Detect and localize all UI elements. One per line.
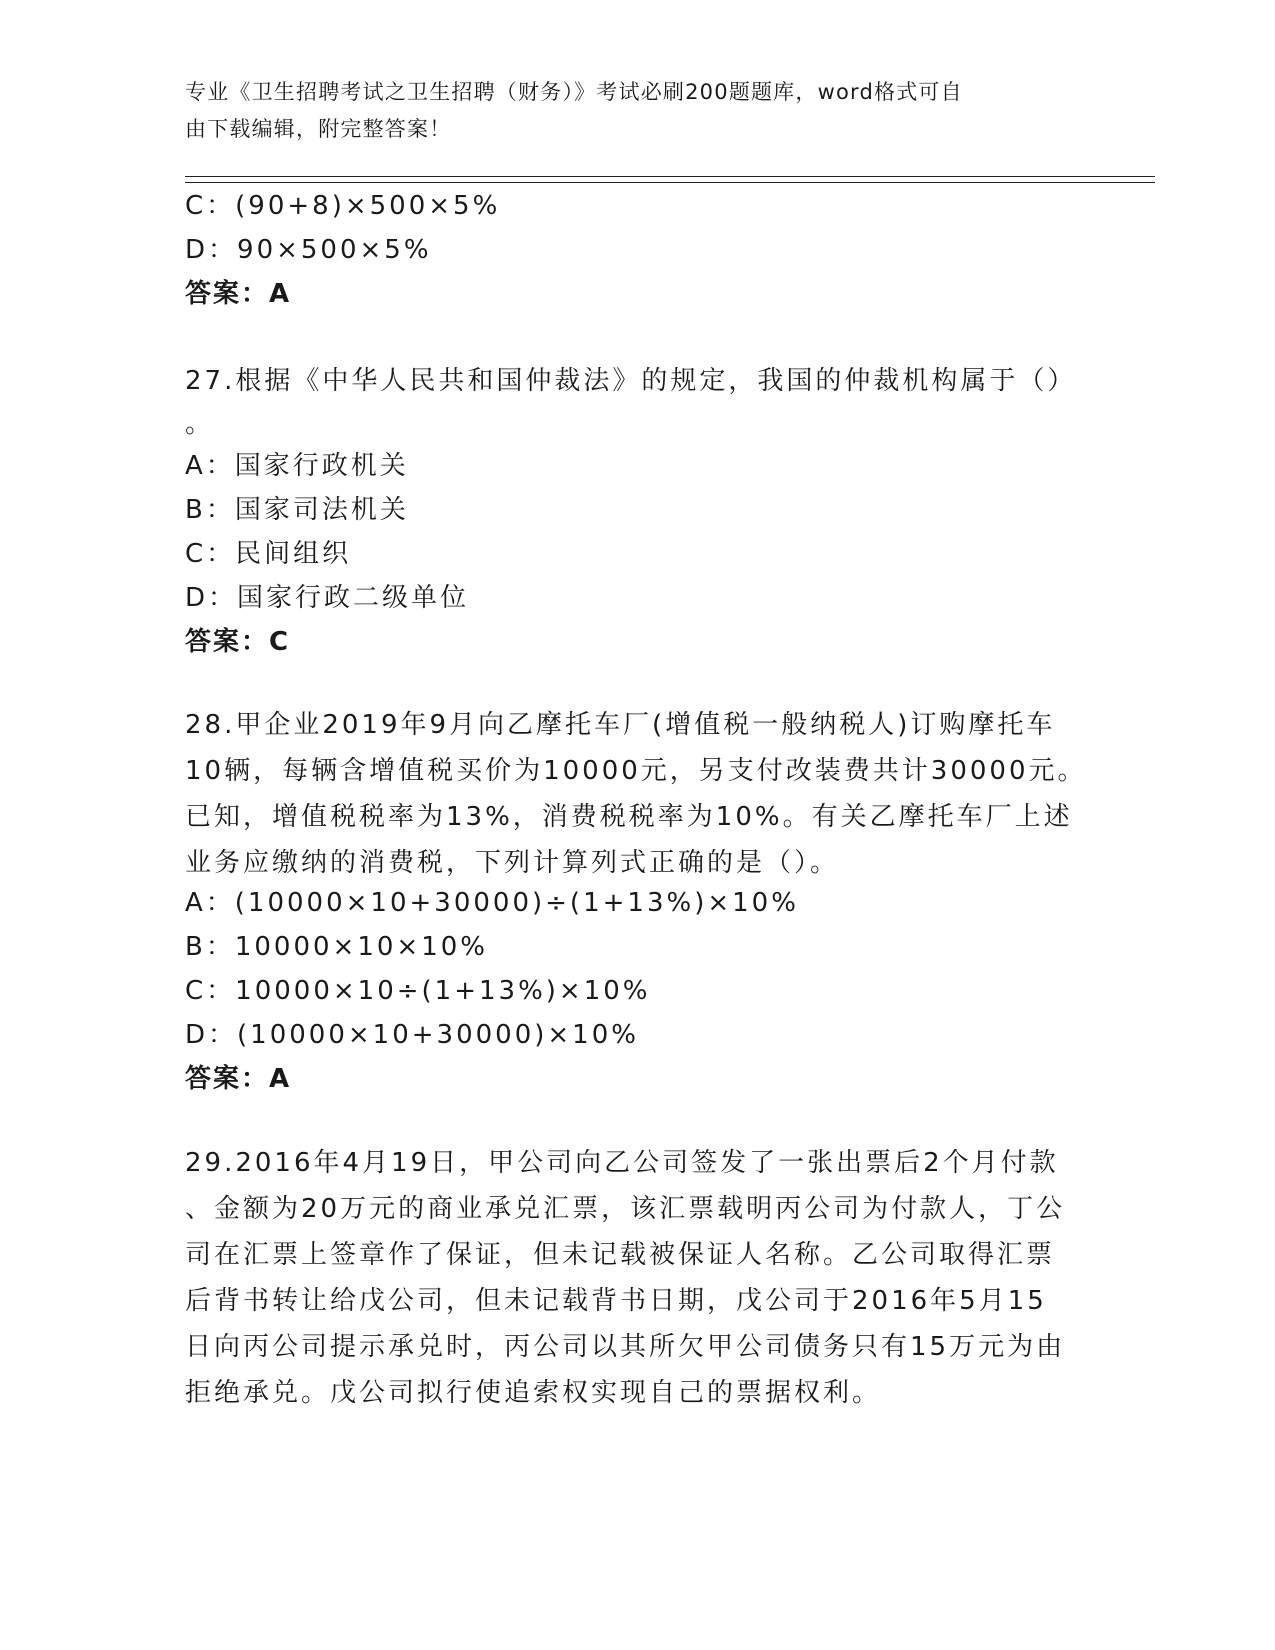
q28-option-b: B：10000×10×10%: [185, 932, 488, 962]
header-divider-bottom: [185, 182, 1155, 183]
q26-answer: 答案：A: [185, 279, 292, 309]
q28-stem: [185, 702, 1085, 886]
q28-option-c: C：10000×10÷(1+13%)×10%: [185, 976, 651, 1006]
q28-answer: 答案：A: [185, 1064, 292, 1094]
q27-option-d: D：国家行政二级单位: [185, 583, 470, 613]
q27-stem-line: 27.根据《中华人民共和国仲裁法》的规定，我国的仲裁机构属于（）: [185, 366, 1077, 396]
header-line-1: 专业《卫生招聘考试之卫生招聘（财务）》考试必刷200题题库，word格式可自: [185, 80, 963, 104]
q27-option-a: A：国家行政机关: [185, 451, 409, 481]
document-header: [185, 74, 1085, 148]
q27-stem-line: 。: [185, 409, 215, 439]
q28-stem-line: 业务应缴纳的消费税，下列计算列式正确的是（）。: [185, 848, 840, 878]
q29-stem-line: 日向丙公司提示承兑时，丙公司以其所欠甲公司债务只有15万元为由: [185, 1332, 1066, 1362]
q28-stem-line: 10辆，每辆含增值税买价为10000元，另支付改装费共计30000元。: [185, 756, 1087, 786]
q27-answer: 答案：C: [185, 627, 291, 657]
q26-option-d: D：90×500×5%: [185, 235, 432, 265]
q29-stem-line: 后背书转让给戊公司，但未记载背书日期，戊公司于2016年5月15: [185, 1286, 1047, 1316]
q29-stem-line: 、金额为20万元的商业承兑汇票，该汇票载明丙公司为付款人，丁公: [185, 1194, 1066, 1224]
q29-stem-line: 拒绝承兑。戊公司拟行使追索权实现自己的票据权利。: [185, 1378, 882, 1408]
q27-option-c: C：民间组织: [185, 539, 352, 569]
header-divider-top: [185, 176, 1155, 177]
q27-option-b: B：国家司法机关: [185, 495, 409, 525]
q28-stem-line: 28.甲企业2019年9月向乙摩托车厂(增值税一般纳税人)订购摩托车: [185, 710, 1056, 740]
q28-stem-line: 已知，增值税税率为13%，消费税税率为10%。有关乙摩托车厂上述: [185, 802, 1073, 832]
header-line-2: 由下载编辑，附完整答案！: [185, 117, 452, 141]
q26-option-c: C：(90+8)×500×5%: [185, 191, 501, 221]
q28-option-d: D：(10000×10+30000)×10%: [185, 1020, 639, 1050]
q29-stem-line: 29.2016年4月19日，甲公司向乙公司签发了一张出票后2个月付款: [185, 1148, 1059, 1178]
q28-option-a: A：(10000×10+30000)÷(1+13%)×10%: [185, 888, 799, 918]
q29-stem-line: 司在汇票上签章作了保证，但未记载被保证人名称。乙公司取得汇票: [185, 1240, 1056, 1270]
q27-stem: [185, 358, 1085, 444]
q29-stem: [185, 1140, 1085, 1416]
